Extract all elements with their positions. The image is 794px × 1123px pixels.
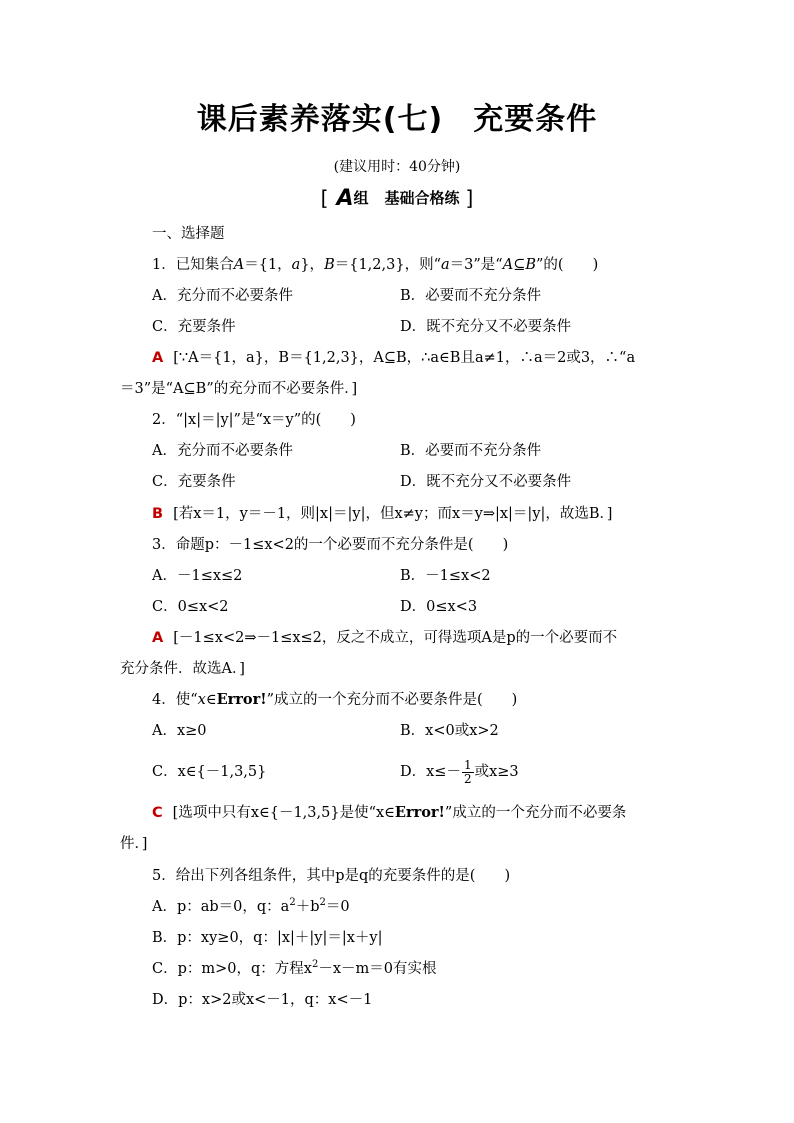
q4-option-b: B．x<0或x>2: [400, 723, 499, 739]
q3-option-a: A．－1≤x≤2: [152, 568, 243, 584]
q5-option-d: D．p：x>2或x<－1，q：x<－1: [152, 992, 373, 1008]
superscript: 2: [319, 897, 326, 909]
q1-option-d: D．既不充分又不必要条件: [400, 319, 572, 335]
q3-option-d: D．0≤x<3: [400, 599, 478, 615]
group-header: [0, 186, 794, 211]
q1-stem-text: ＝{1,2,3}，则“: [334, 257, 441, 273]
q2-option-a: A．充分而不必要条件: [152, 443, 293, 459]
q4-option-a: A．x≥0: [152, 723, 207, 739]
q1-stem-text: ＝3”是“: [449, 257, 503, 273]
page-title: [0, 94, 794, 138]
q5-option-a-text: ＝0: [325, 899, 350, 915]
q1-stem-text: }，: [300, 257, 325, 273]
q1-stem-var: B: [525, 257, 536, 273]
q4-option-d-text: D．x≤－: [400, 764, 461, 780]
superscript: 2: [289, 897, 296, 909]
title-topic: 充要条件: [473, 102, 598, 137]
q4-explanation-text: [选项中只有x∈{－1,3,5}是使“x∈: [172, 805, 395, 821]
q1-stem-var: a: [291, 257, 301, 273]
q4-stem-var: x∈: [197, 692, 217, 708]
q3-option-b: B．－1≤x<2: [400, 568, 491, 584]
q1-stem-text: ＝{1，: [244, 257, 292, 273]
q1-stem-text: ”的( ): [536, 257, 599, 273]
q1-stem: [152, 255, 598, 275]
fraction: [462, 759, 474, 786]
q1-stem-var: B: [324, 257, 335, 273]
q4-stem: [152, 690, 517, 710]
q3-explanation-cont: 充分条件．故选A．]: [120, 661, 245, 677]
q1-option-a: A．充分而不必要条件: [152, 288, 293, 304]
group-label: 组: [353, 189, 369, 207]
q3-explanation: [152, 628, 617, 648]
q5-option-a-text: ＋b: [295, 899, 320, 915]
q1-option-b: B．必要而不充分条件: [400, 288, 542, 304]
q1-explanation-text: [∵A＝{1，a}，B＝{1,2,3}，A⊆B，∴a∈B且a≠1，∴a＝2或3，∴“a: [173, 350, 636, 366]
q3-stem: 3．命题p：－1≤x<2的一个必要而不充分条件是( ): [152, 537, 509, 553]
q5-option-c-text: －x－m＝0有实根: [318, 961, 437, 977]
group-bracket-open: [: [320, 186, 329, 210]
q4-option-d-text: 或x≥3: [474, 764, 519, 780]
group-name: 基础合格练: [384, 189, 460, 207]
q1-stem-text: ⊆: [513, 257, 526, 273]
q4-explanation-cont: 件．]: [120, 836, 148, 852]
q5-option-b: B．p：xy≥0，q：|x|＋|y|＝|x＋y|: [152, 930, 383, 946]
q1-stem-var: A: [502, 257, 514, 273]
q2-answer: B: [152, 506, 164, 522]
q4-error-text: Error!: [394, 804, 445, 821]
group-bracket-close: ]: [465, 186, 474, 210]
q4-answer: C: [152, 805, 163, 821]
q1-stem-var: A: [233, 257, 245, 273]
suggested-time: (建议用时：40分钟): [333, 159, 461, 175]
q1-answer: A: [152, 350, 164, 366]
q4-explanation: [152, 803, 626, 823]
q2-option-c: C．充要条件: [152, 474, 236, 490]
q5-option-a: [152, 897, 350, 917]
superscript: 2: [311, 959, 319, 971]
title-main: 课后素养落实(七): [196, 102, 444, 137]
q1-explanation-cont: ＝3”是“A⊆B”的充分而不必要条件．]: [120, 381, 358, 397]
q2-option-d: D．既不充分又不必要条件: [400, 474, 572, 490]
q2-explanation-text: [若x＝1，y＝－1，则|x|＝|y|，但x≠y；而x＝y⇒|x|＝|y|，故选B．]: [173, 506, 613, 522]
q1-stem-var: a: [440, 257, 450, 273]
q4-error-text: Error!: [216, 691, 267, 708]
q4-stem-text: ”成立的一个充分而不必要条件是( ): [266, 692, 518, 708]
q3-option-c: C．0≤x<2: [152, 599, 229, 615]
section-heading: 一、选择题: [152, 226, 225, 242]
q3-answer: A: [152, 630, 164, 646]
q5-option-c: [152, 959, 437, 979]
q5-option-a-text: A．p：ab＝0，q：a: [152, 899, 290, 915]
q1-option-c: C．充要条件: [152, 319, 236, 335]
fraction-denominator: 2: [463, 771, 472, 786]
q5-stem: 5．给出下列各组条件，其中p是q的充要条件的是( ): [152, 868, 511, 884]
q5-option-c-text: C．p：m>0，q：方程x: [152, 961, 312, 977]
q2-option-b: B．必要而不充分条件: [400, 443, 542, 459]
fraction-numerator: 1: [463, 757, 472, 772]
q4-option-d: [400, 753, 519, 791]
q4-stem-text: 4．使“: [152, 692, 198, 708]
q4-option-c: C．x∈{－1,3,5}: [152, 764, 267, 780]
q1-explanation: [152, 348, 635, 368]
group-letter: A: [336, 186, 354, 211]
q2-stem: 2．“|x|＝|y|”是“x＝y”的( ): [152, 412, 356, 428]
q2-explanation: [152, 504, 612, 524]
q1-stem-text: 1．已知集合: [152, 257, 234, 273]
q3-explanation-text: [－1≤x<2⇒－1≤x≤2，反之不成立，可得选项A是p的一个必要而不: [173, 630, 618, 646]
q4-explanation-text: ”成立的一个充分而不必要条: [444, 805, 627, 821]
